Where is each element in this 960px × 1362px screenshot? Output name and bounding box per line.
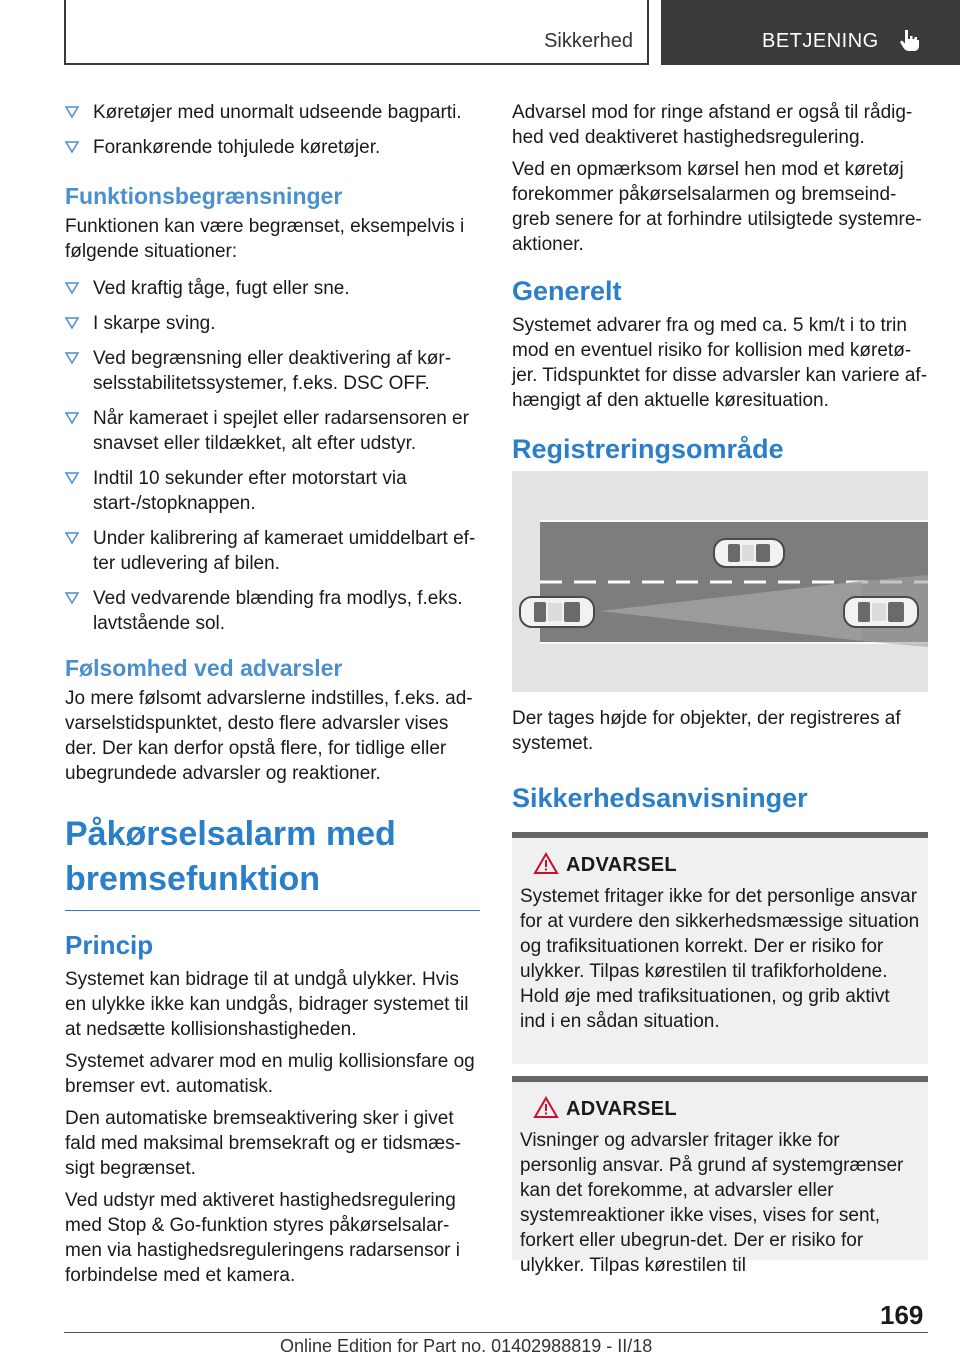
sensitivity-heading: Følsomhed ved advarsler	[65, 655, 343, 681]
bullet-triangle-icon	[65, 352, 79, 364]
warning-triangle-icon	[534, 1096, 558, 1118]
header-chapter-title: BETJENING	[762, 30, 879, 52]
footer-edition: Online Edition for Part no. 01402988819 - II/18	[280, 1336, 653, 1356]
principle-paragraph: Den automatiske bremseaktivering sker i givet fald med maksimal bremsekraft og er tidsmæs-sigt begrænset.	[65, 1108, 461, 1179]
limits-heading: Funktionsbegrænsninger	[65, 183, 343, 209]
list-item: Forankørende tohjulede køretøjer.	[65, 135, 480, 160]
list-item: Ved vedvarende blænding fra modlys, f.eks. lavtstående sol.	[65, 586, 480, 636]
header-section-title: Sikkerhed	[544, 30, 633, 52]
header-section-box	[64, 0, 649, 65]
intro-paragraph: Ved en opmærksom kørsel hen mod et køretøj forekommer påkørselsalarmen og bremseind-greb senere for at forhindre utilsigtede systemre-aktioner.	[512, 159, 922, 255]
bullet-triangle-icon	[65, 412, 79, 424]
warning-box	[512, 1076, 928, 1276]
intro-paragraph: Advarsel mod for ringe afstand er også til rådig-hed ved deaktiveret hastighedsregulering.	[512, 102, 913, 148]
vehicle-icon	[714, 539, 784, 567]
warning-header	[520, 852, 920, 878]
list-item: Under kalibrering af kameraet umiddelbart ef-ter udlevering af bilen.	[65, 526, 480, 576]
sensitivity-text: Jo mere følsomt advarslerne indstilles, f.eks. ad-varselstidspunktet, desto flere advarsler vises der. Der kan derfor opstå flere, for tidlige eller ubegrundede advarsler og reaktioner.	[65, 688, 473, 784]
bullet-triangle-icon	[65, 106, 79, 118]
warning-box	[512, 832, 928, 1064]
warning-text: Visninger og advarsler fritager ikke for personlig ansvar. På grund af systemgrænser kan det forekomme, at advarsler eller systemreaktioner ikke vises, vises for sent, forkert eller ubegrun-det. Der er risiko for ulykker. Tilpas kørestilen til	[520, 1130, 904, 1276]
warning-header	[520, 1096, 920, 1122]
detection-area-illustration	[512, 471, 928, 692]
bullet-triangle-icon	[65, 282, 79, 294]
bullet-triangle-icon	[65, 141, 79, 153]
general-text: Systemet advarer fra og med ca. 5 km/t i to trin mod en eventuel risiko for kollision med køretø-jer. Tidspunktet for disse advarsler kan variere af-hængigt af den aktuelle køresituation.	[512, 315, 928, 411]
list-item: Køretøjer med unormalt udseende bagparti.	[65, 100, 480, 125]
warning-triangle-icon	[534, 852, 558, 874]
bullet-triangle-icon	[65, 592, 79, 604]
pointing-hand-icon	[896, 26, 924, 54]
detection-caption: Der tages højde for objekter, der registreres af systemet.	[512, 708, 901, 754]
left-column	[65, 100, 480, 1295]
bullet-triangle-icon	[65, 317, 79, 329]
list-item: Ved begrænsning eller deaktivering af kør-selsstabilitetssystemer, f.eks. DSC OFF.	[65, 346, 480, 396]
bullet-triangle-icon	[65, 472, 79, 484]
principle-paragraph: Systemet advarer mod en mulig kollisionsfare og bremser evt. automatisk.	[65, 1051, 475, 1097]
principle-paragraph: Systemet kan bidrage til at undgå ulykker. Hvis en ulykke ikke kan undgås, bidrager systemet til at nedsætte kollisionshastigheden.	[65, 969, 469, 1040]
own-vehicle-icon	[520, 597, 594, 627]
detection-heading: Registreringsområde	[512, 434, 784, 464]
warning-label: ADVARSEL	[566, 854, 677, 876]
principle-paragraph: Ved udstyr med aktiveret hastighedsregulering med Stop & Go-funktion styres påkørselsalar-men via hastighedsreguleringens radarsensor i forbindelse med et kamera.	[65, 1190, 461, 1286]
list-item: Ved kraftig tåge, fugt eller sne.	[65, 276, 480, 301]
footer-divider	[64, 1332, 928, 1333]
vehicle-ahead-icon	[844, 597, 918, 627]
limits-intro: Funktionen kan være begrænset, eksempelvis i følgende situationer:	[65, 216, 465, 262]
warning-text: Systemet fritager ikke for det personlige ansvar for at vurdere den sikkerhedsmæssige situation og trafiksituationen korrekt. Der er risiko for ulykker. Tilpas kørestilen til trafikforholdene. Hold øje med trafiksituationen, og grib aktivt ind i en sådan situation.	[520, 886, 920, 1032]
general-heading: Generelt	[512, 276, 622, 306]
principle-heading: Princip	[65, 930, 154, 960]
page-number: 169	[880, 1300, 924, 1330]
chapter-title: Påkørselsalarm med bremsefunktion	[65, 812, 480, 911]
right-column	[512, 100, 928, 1276]
bullet-triangle-icon	[65, 532, 79, 544]
safety-heading: Sikkerhedsanvisninger	[512, 783, 808, 813]
warning-label: ADVARSEL	[566, 1098, 677, 1120]
list-item: I skarpe sving.	[65, 311, 480, 336]
header-chapter-tab	[661, 0, 960, 65]
list-item: Når kameraet i spejlet eller radarsensoren er snavset eller tildækket, alt efter udstyr.	[65, 406, 480, 456]
list-item: Indtil 10 sekunder efter motorstart via start-/stopknappen.	[65, 466, 480, 516]
